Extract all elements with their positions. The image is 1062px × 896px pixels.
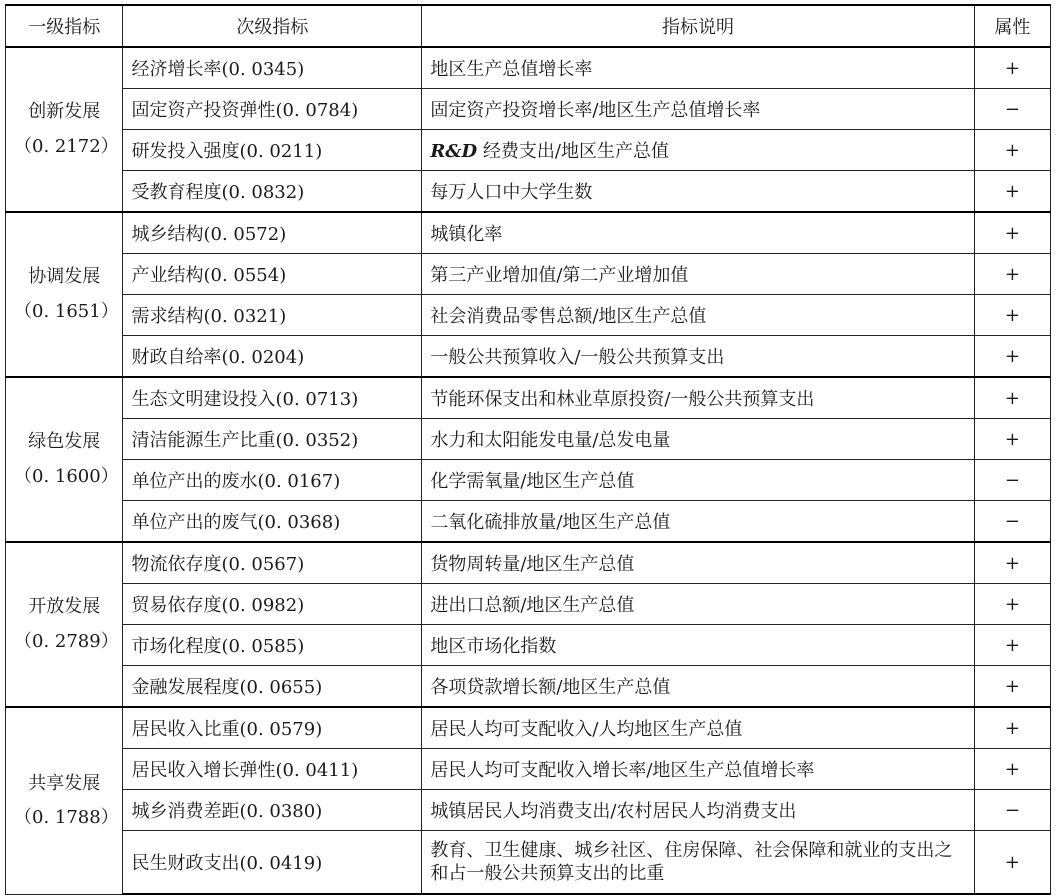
indicator-description: 货物周转量/地区生产总值 — [422, 542, 974, 584]
attribute-sign: + — [974, 666, 1050, 708]
attribute-sign: + — [974, 336, 1050, 378]
indicator-description: 地区市场化指数 — [422, 625, 974, 666]
attribute-sign: + — [974, 584, 1050, 625]
header-primary-indicator: 一级指标 — [6, 5, 123, 47]
attribute-sign: + — [974, 254, 1050, 295]
indicator-description: 居民人均可支配收入增长率/地区生产总值增长率 — [422, 749, 974, 790]
table-row — [6, 212, 1051, 254]
table-row — [6, 171, 1051, 213]
secondary-indicator: 产业结构(0. 0554) — [123, 254, 422, 295]
secondary-indicator: 民生财政支出(0. 0419) — [123, 831, 422, 895]
indicator-description: 经费支出/地区生产总值 — [477, 141, 669, 162]
table-row — [6, 336, 1051, 378]
indicator-description: 城镇化率 — [422, 212, 974, 254]
indicator-description: 城镇居民人均消费支出/农村居民人均消费支出 — [422, 790, 974, 831]
table-row — [6, 47, 1051, 89]
primary-indicator-weight: （0. 2172） — [14, 135, 119, 157]
primary-indicator-name: 开放发展 — [28, 596, 101, 618]
indicator-description: 固定资产投资增长率/地区生产总值增长率 — [422, 89, 974, 130]
table-row — [6, 254, 1051, 295]
table-row — [6, 295, 1051, 336]
indicator-description: 节能环保支出和林业草原投资/一般公共预算支出 — [422, 377, 974, 419]
primary-indicator-weight: （0. 1600） — [14, 465, 119, 487]
secondary-indicator: 城乡消费差距(0. 0380) — [123, 790, 422, 831]
table-row — [6, 584, 1051, 625]
header-row — [6, 5, 1051, 47]
primary-indicator-weight: （0. 1788） — [14, 806, 119, 828]
table-row — [6, 130, 1051, 171]
primary-indicator-weight: （0. 1651） — [14, 300, 119, 322]
secondary-indicator: 固定资产投资弹性(0. 0784) — [123, 89, 422, 130]
indicator-description: 一般公共预算收入/一般公共预算支出 — [422, 336, 974, 378]
secondary-indicator: 研发投入强度(0. 0211) — [123, 130, 422, 171]
attribute-sign: + — [974, 47, 1050, 89]
table-row — [6, 419, 1051, 460]
indicator-description: 社会消费品零售总额/地区生产总值 — [422, 295, 974, 336]
attribute-sign: + — [974, 171, 1050, 213]
secondary-indicator: 生态文明建设投入(0. 0713) — [123, 377, 422, 419]
primary-indicator-name: 创新发展 — [28, 101, 101, 123]
primary-indicator-name: 绿色发展 — [28, 431, 101, 453]
indicator-description: 各项贷款增长额/地区生产总值 — [422, 666, 974, 708]
header-secondary-indicator: 次级指标 — [123, 5, 422, 47]
table-row — [6, 749, 1051, 790]
attribute-sign: + — [974, 707, 1050, 749]
attribute-sign: + — [974, 542, 1050, 584]
table-row — [6, 831, 1051, 895]
secondary-indicator: 市场化程度(0. 0585) — [123, 625, 422, 666]
indicator-description: 第三产业增加值/第二产业增加值 — [422, 254, 974, 295]
attribute-sign: − — [974, 501, 1050, 543]
secondary-indicator: 单位产出的废水(0. 0167) — [123, 460, 422, 501]
indicator-description: 居民人均可支配收入/人均地区生产总值 — [422, 707, 974, 749]
attribute-sign: + — [974, 831, 1050, 895]
attribute-sign: + — [974, 295, 1050, 336]
secondary-indicator: 贸易依存度(0. 0982) — [123, 584, 422, 625]
attribute-sign: + — [974, 377, 1050, 419]
table-row — [6, 542, 1051, 584]
secondary-indicator: 需求结构(0. 0321) — [123, 295, 422, 336]
indicator-description: 地区生产总值增长率 — [422, 47, 974, 89]
secondary-indicator: 物流依存度(0. 0567) — [123, 542, 422, 584]
attribute-sign: + — [974, 625, 1050, 666]
primary-indicator-weight: （0. 2789） — [14, 630, 119, 652]
table-row — [6, 625, 1051, 666]
secondary-indicator: 受教育程度(0. 0832) — [123, 171, 422, 213]
attribute-sign: + — [974, 130, 1050, 171]
attribute-sign: + — [974, 749, 1050, 790]
table-row — [6, 666, 1051, 708]
table-row — [6, 790, 1051, 831]
rd-abbreviation: R&D — [430, 141, 478, 162]
indicator-description: 教育、卫生健康、城乡社区、住房保障、社会保障和就业的支出之和占一般公共预算支出的比重 — [422, 831, 974, 895]
indicator-table — [5, 4, 1051, 895]
primary-indicator-cell — [6, 47, 123, 212]
secondary-indicator: 城乡结构(0. 0572) — [123, 212, 422, 254]
table-row — [6, 501, 1051, 543]
header-attribute: 属性 — [974, 5, 1050, 47]
secondary-indicator: 单位产出的废气(0. 0368) — [123, 501, 422, 543]
secondary-indicator: 金融发展程度(0. 0655) — [123, 666, 422, 708]
table-row — [6, 377, 1051, 419]
primary-indicator-cell — [6, 707, 123, 894]
secondary-indicator: 经济增长率(0. 0345) — [123, 47, 422, 89]
table-row — [6, 707, 1051, 749]
attribute-sign: − — [974, 790, 1050, 831]
secondary-indicator: 财政自给率(0. 0204) — [123, 336, 422, 378]
attribute-sign: − — [974, 460, 1050, 501]
primary-indicator-cell — [6, 377, 123, 542]
table-row — [6, 89, 1051, 130]
attribute-sign: + — [974, 212, 1050, 254]
indicator-description: 进出口总额/地区生产总值 — [422, 584, 974, 625]
indicator-description: 每万人口中大学生数 — [422, 171, 974, 213]
attribute-sign: − — [974, 89, 1050, 130]
secondary-indicator: 居民收入增长弹性(0. 0411) — [123, 749, 422, 790]
primary-indicator-cell — [6, 212, 123, 377]
table-row — [6, 460, 1051, 501]
header-indicator-description: 指标说明 — [422, 5, 974, 47]
secondary-indicator: 居民收入比重(0. 0579) — [123, 707, 422, 749]
indicator-description: 化学需氧量/地区生产总值 — [422, 460, 974, 501]
indicator-description: 水力和太阳能发电量/总发电量 — [422, 419, 974, 460]
primary-indicator-cell — [6, 542, 123, 707]
secondary-indicator: 清洁能源生产比重(0. 0352) — [123, 419, 422, 460]
indicator-description-cell — [422, 130, 974, 171]
primary-indicator-name: 协调发展 — [28, 266, 101, 288]
attribute-sign: + — [974, 419, 1050, 460]
primary-indicator-name: 共享发展 — [28, 772, 101, 794]
indicator-description: 二氧化硫排放量/地区生产总值 — [422, 501, 974, 543]
